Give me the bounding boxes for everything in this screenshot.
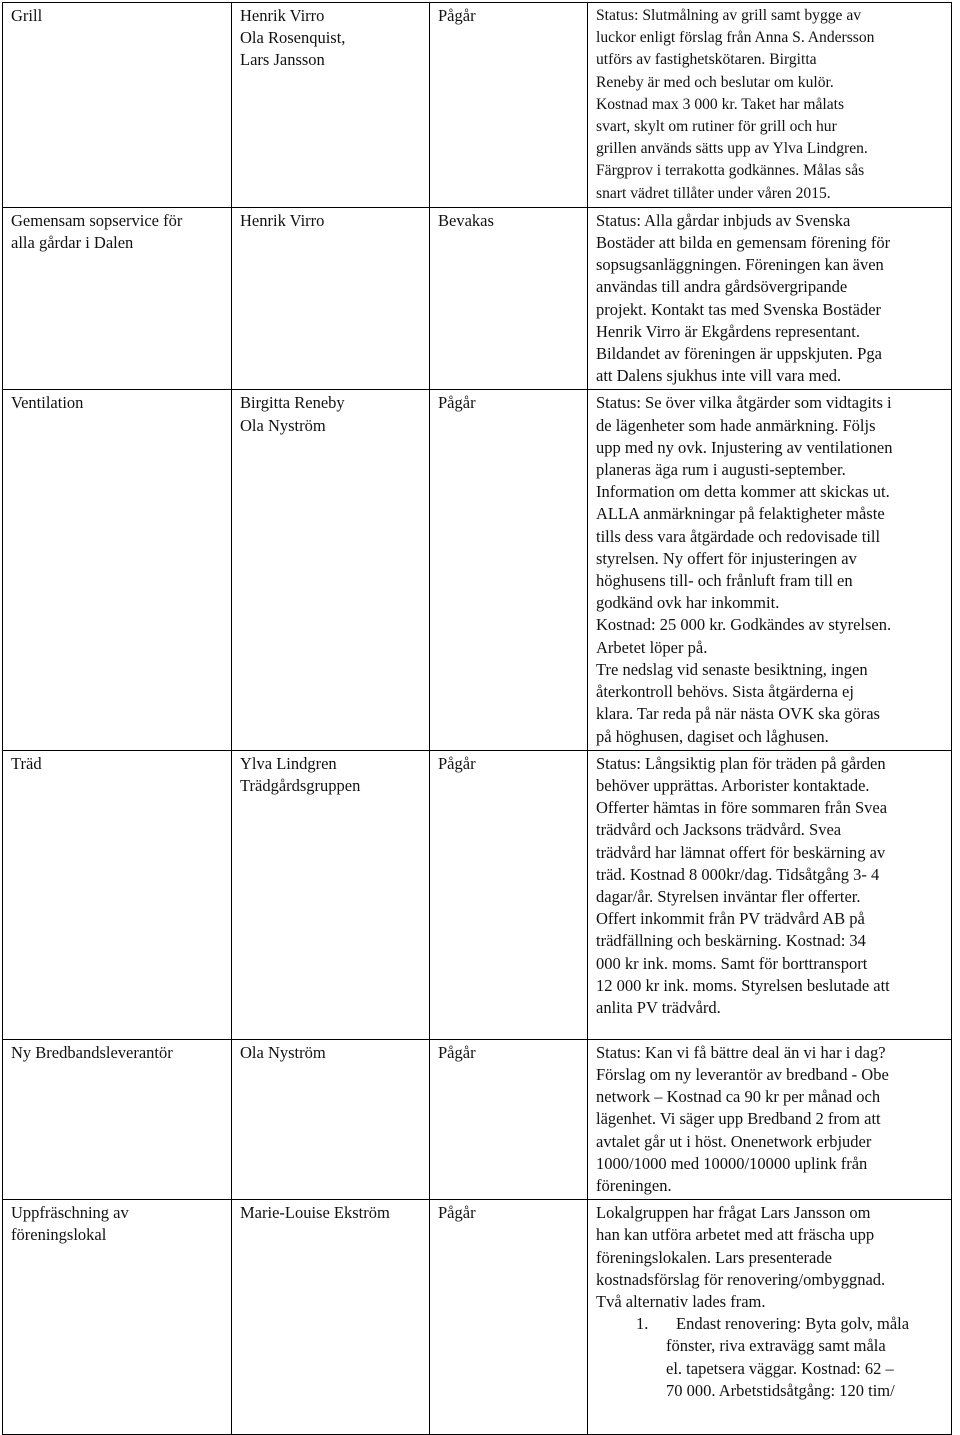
table-row-sopservice bbox=[3, 207, 952, 390]
note-line: svart, skylt om rutiner för grill och hur bbox=[596, 118, 837, 136]
note-line: trädvård har lämnat offert för beskärning av bbox=[596, 842, 886, 862]
note-line: Offert inkommit från PV trädvård AB på bbox=[596, 909, 865, 929]
notes-cell bbox=[588, 750, 952, 1039]
note-line: Status: Kan vi få bättre deal än vi har i dag? bbox=[596, 1042, 886, 1062]
note-line: Lokalgruppen har frågat Lars Jansson om bbox=[596, 1203, 871, 1223]
note-line: föreningslokalen. Lars presenterade bbox=[596, 1247, 832, 1267]
note-line: Förslag om ny leverantör av bredband - Obe bbox=[596, 1064, 889, 1084]
responsible-name: Ylva Lindgren bbox=[240, 753, 337, 773]
responsible-name: Ola Nyström bbox=[240, 1042, 326, 1062]
note-line: utförs av fastighetskötaren. Birgitta bbox=[596, 51, 817, 69]
note-line: projekt. Kontakt tas med Svenska Bostäder bbox=[596, 299, 882, 319]
note-line: Kostnad: 25 000 kr. Godkändes av styrelsen. bbox=[596, 615, 892, 635]
list-item-text: Endast renovering: Byta golv, måla bbox=[676, 1314, 910, 1334]
note-line: grillen används sätts upp av Ylva Lindgren. bbox=[596, 140, 868, 158]
note-line: Information om detta kommer att skickas ut. bbox=[596, 482, 890, 502]
topic-text: Träd bbox=[11, 753, 42, 773]
note-line: snart vädret tillåter under våren 2015. bbox=[596, 184, 831, 202]
topic-text: Uppfräschning av bbox=[11, 1203, 129, 1223]
note-line: Arbetet löper på. bbox=[596, 637, 708, 657]
responsible-name: Ola Rosenquist, bbox=[240, 28, 346, 48]
note-line: Status: Se över vilka åtgärder som vidtagits i bbox=[596, 393, 892, 413]
note-line: avtalet går ut i höst. Onenetwork erbjuder bbox=[596, 1131, 872, 1151]
table-row-trees bbox=[3, 750, 952, 1039]
topic-cell bbox=[3, 1039, 232, 1199]
note-line: de lägenheter som hade anmärkning. Följs bbox=[596, 415, 876, 435]
project-status-table bbox=[2, 2, 952, 1435]
list-number: 1. bbox=[636, 1314, 649, 1334]
topic-text: Ny Bredbandsleverantör bbox=[11, 1042, 173, 1062]
note-line: Bostäder att bilda en gemensam förening för bbox=[596, 233, 891, 253]
notes-cell bbox=[588, 1039, 952, 1199]
responsible-cell bbox=[232, 1200, 430, 1435]
responsible-cell bbox=[232, 3, 430, 208]
notes-cell bbox=[588, 1200, 952, 1435]
note-line: användas till andra gårdsövergripande bbox=[596, 277, 848, 297]
note-line: 000 kr ink. moms. Samt för borttransport bbox=[596, 953, 868, 973]
note-line: Två alternativ lades fram. bbox=[596, 1291, 766, 1311]
table-row-premises bbox=[3, 1200, 952, 1435]
note-line: 1000/1000 med 10000/10000 uplink från bbox=[596, 1153, 868, 1173]
responsible-name: Henrik Virro bbox=[240, 6, 325, 25]
note-line: Henrik Virro är Ekgårdens representant. bbox=[596, 321, 860, 341]
note-line: Kostnad max 3 000 kr. Taket har målats bbox=[596, 95, 845, 113]
status-text: Pågår bbox=[438, 6, 476, 25]
status-cell bbox=[430, 207, 588, 390]
note-line: klara. Tar reda på när nästa OVK ska göras bbox=[596, 704, 880, 724]
note-line: planeras äga rum i augusti-september. bbox=[596, 460, 846, 480]
note-line: Bildandet av föreningen är uppskjuten. Pga bbox=[596, 344, 882, 364]
status-cell bbox=[430, 1039, 588, 1199]
note-line: Status: Långsiktig plan för träden på gården bbox=[596, 753, 886, 773]
topic-cell bbox=[3, 1200, 232, 1435]
responsible-cell bbox=[232, 207, 430, 390]
responsible-name: Birgitta Reneby bbox=[240, 393, 345, 413]
note-line: återkontroll behövs. Sista åtgärderna ej bbox=[596, 682, 854, 702]
note-line: på höghusen, dagiset och låghusen. bbox=[596, 726, 829, 746]
status-text: Pågår bbox=[438, 753, 476, 773]
topic-cell bbox=[3, 390, 232, 750]
note-line: anlita PV trädvård. bbox=[596, 997, 721, 1017]
note-line: Offerter hämtas in före sommaren från Svea bbox=[596, 798, 888, 818]
responsible-name: Marie-Louise Ekström bbox=[240, 1203, 390, 1223]
topic-cell bbox=[3, 207, 232, 390]
note-line: kostnadsförslag för renovering/ombyggnad. bbox=[596, 1269, 886, 1289]
note-line: ALLA anmärkningar på felaktigheter måste bbox=[596, 504, 885, 524]
note-line: Status: Alla gårdar inbjuds av Svenska bbox=[596, 210, 851, 230]
note-line: Status: Slutmålning av grill samt bygge av bbox=[596, 7, 862, 24]
status-cell bbox=[430, 3, 588, 208]
note-line: Reneby är med och beslutar om kulör. bbox=[596, 73, 834, 91]
status-text: Pågår bbox=[438, 1203, 476, 1223]
note-line: föreningen. bbox=[596, 1175, 672, 1195]
responsible-cell bbox=[232, 390, 430, 750]
note-line: höghusens till- och frånluft fram till en bbox=[596, 571, 853, 591]
responsible-name: Ola Nyström bbox=[240, 415, 326, 435]
table-row-broadband bbox=[3, 1039, 952, 1199]
topic-cell bbox=[3, 750, 232, 1039]
note-line: godkänd ovk har inkommit. bbox=[596, 593, 780, 613]
topic-text: Ventilation bbox=[11, 393, 84, 413]
note-line: sopsugsanläggningen. Föreningen kan även bbox=[596, 255, 884, 275]
status-text: Bevakas bbox=[438, 210, 494, 230]
status-text: Pågår bbox=[438, 393, 476, 413]
status-cell bbox=[430, 750, 588, 1039]
status-text: Pågår bbox=[438, 1042, 476, 1062]
topic-text: alla gårdar i Dalen bbox=[11, 233, 134, 253]
numbered-list-item bbox=[596, 1313, 943, 1335]
note-line: network – Kostnad ca 90 kr per månad och bbox=[596, 1087, 881, 1107]
topic-text: föreningslokal bbox=[11, 1225, 107, 1245]
list-item-text: 70 000. Arbetstidsåtgång: 120 tim/ bbox=[666, 1380, 895, 1400]
responsible-cell bbox=[232, 1039, 430, 1199]
note-line: Färgprov i terrakotta godkännes. Målas sås bbox=[596, 162, 865, 180]
note-line: styrelsen. Ny offert för injusteringen av bbox=[596, 548, 857, 568]
note-line: trädvård och Jacksons trädvård. Svea bbox=[596, 820, 842, 840]
table-row-ventilation bbox=[3, 390, 952, 750]
note-line: Tre nedslag vid senaste besiktning, ingen bbox=[596, 659, 868, 679]
note-line: dagar/år. Styrelsen inväntar fler offerter. bbox=[596, 886, 861, 906]
responsible-name: Trädgårdsgruppen bbox=[240, 775, 361, 795]
topic-text: Gemensam sopservice för bbox=[11, 210, 183, 230]
note-line: 12 000 kr ink. moms. Styrelsen beslutade att bbox=[596, 975, 890, 995]
note-line: luckor enligt förslag från Anna S. Andersson bbox=[596, 29, 875, 47]
status-cell bbox=[430, 1200, 588, 1435]
notes-cell bbox=[588, 3, 952, 208]
note-line: att Dalens sjukhus inte vill vara med. bbox=[596, 366, 842, 386]
note-line: upp med ny ovk. Injustering av ventilationen bbox=[596, 437, 893, 457]
note-line: han kan utföra arbetet med att fräscha upp bbox=[596, 1225, 875, 1245]
note-line: tills dess vara åtgärdade och redovisade till bbox=[596, 526, 881, 546]
table-row-grill bbox=[3, 3, 952, 208]
list-item-text: el. tapetsera väggar. Kostnad: 62 – bbox=[666, 1358, 894, 1378]
note-line: behöver upprättas. Arborister kontaktade. bbox=[596, 775, 870, 795]
note-line: trädfällning och beskärning. Kostnad: 34 bbox=[596, 931, 866, 951]
notes-cell bbox=[588, 390, 952, 750]
responsible-name: Lars Jansson bbox=[240, 50, 325, 70]
responsible-cell bbox=[232, 750, 430, 1039]
list-item-text: fönster, riva extravägg samt måla bbox=[666, 1336, 886, 1356]
note-line: träd. Kostnad 8 000kr/dag. Tidsåtgång 3- 4 bbox=[596, 864, 880, 884]
notes-cell bbox=[588, 207, 952, 390]
responsible-name: Henrik Virro bbox=[240, 210, 325, 230]
topic-text: Grill bbox=[11, 6, 43, 25]
note-line: lägenhet. Vi säger upp Bredband 2 from att bbox=[596, 1109, 881, 1129]
status-cell bbox=[430, 390, 588, 750]
topic-cell bbox=[3, 3, 232, 208]
